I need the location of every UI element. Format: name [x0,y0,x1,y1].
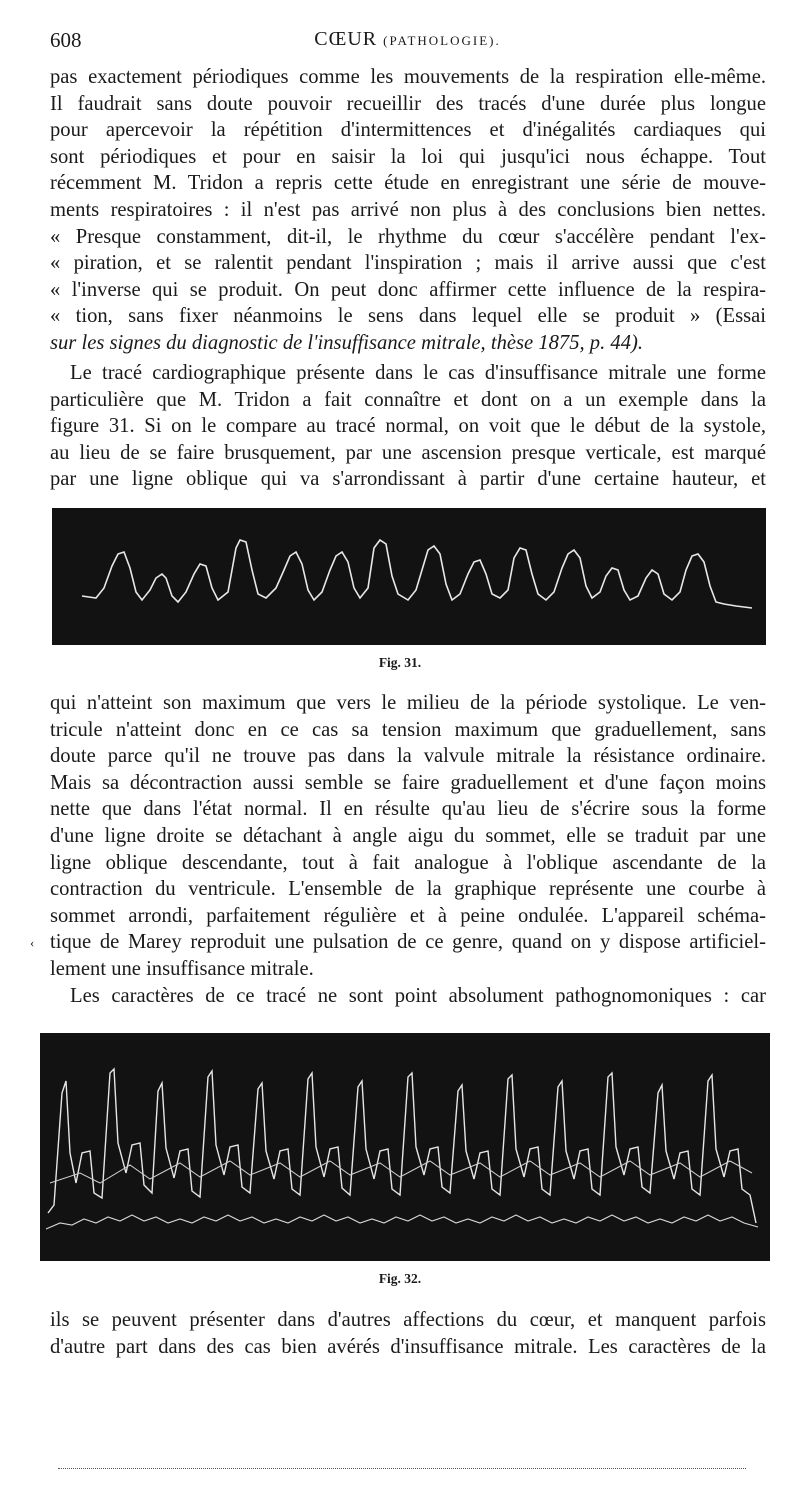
text-line: au lieu de se faire brusquement, par une ascension presque verticale, est marqué [50,441,766,464]
running-title-main: CŒUR [314,28,378,50]
text-line: sommet arrondi, parfaitement régulière et à peine ondulée. L'appareil schéma- [50,904,766,927]
text-line: contraction du ventricule. L'ensemble de la graphique représente une courbe à [50,878,766,901]
running-title-sub: (PATHOLOGIE). [383,33,501,48]
figure-31-cardiograph-trace [52,508,766,645]
text-line: récemment M. Tridon a repris cette étude en enregistrant une série de mouve- [50,172,766,195]
text-line: d'autre part dans des cas bien avérés d'insuffisance mitrale. Les caractères de la [50,1335,766,1358]
figure-32-caption: Fig. 32. [378,1271,422,1286]
text-line: tique de Marey reproduit une pulsation de ce genre, quand on y dispose artificiel- [50,931,766,954]
text-line: pas exactement périodiques comme les mouvements de la respiration elle-même. [50,66,766,88]
figure-32-cardiograph-trace [40,1033,770,1261]
footer-rule [58,1468,746,1469]
text-line: pour apercevoir la répétition d'intermittences et d'inégalités cardiaques qui [50,119,766,142]
text-line: tricule n'atteint donc en ce cas sa tension maximum que graduellement, sans [50,718,766,741]
text-line: « Presque constamment, dit-il, le rhythme du cœur s'accélère pendant l'ex- [50,225,766,248]
text-line-citation: sur les signes du diagnostic de l'insuffisance mitrale, thèse 1875, p. 44). [50,331,643,354]
margin-mark: ‹ [30,935,35,950]
text-line: ments respiratoires : il n'est pas arrivé non plus à des conclusions bien nettes. [50,198,766,221]
text-line: « tion, sans fixer néanmoins le sens dans lequel elle se produit » (Essai [50,305,766,328]
running-title [50,28,765,51]
paragraph-affections [50,1307,766,1360]
page-number: 608 [50,28,82,52]
paragraph-trace-cardiographique [50,360,766,493]
text-line: nette que dans l'état normal. Il en résulte qu'au lieu de s'écrire sous la forme [50,798,766,821]
text-line: Les caractères de ce tracé ne sont point absolument pathognomoniques : car [70,985,766,1007]
text-line: d'une ligne droite se détachant à angle aigu du sommet, elle se traduit par une [50,824,766,847]
text-line: ils se peuvent présenter dans d'autres affections du cœur, et manquent parfois [50,1309,766,1331]
cardiograph-trace-svg [40,1033,770,1261]
paragraph-caracteres [50,983,766,1010]
text-line: qui n'atteint son maximum que vers le milieu de la période systolique. Le ven- [50,692,766,714]
text-line: particulière que M. Tridon a fait connaître et dont on a un exemple dans la [50,388,766,411]
paragraph-maximum-systolique [50,690,766,983]
text-line: Mais sa décontraction aussi semble se faire graduellement et d'une façon moins [50,771,766,794]
text-line: « l'inverse qui se produit. On peut donc affirmer cette influence de la respira- [50,278,766,301]
cardiograph-trace-svg [52,508,766,645]
text-line: « piration, et se ralentit pendant l'inspiration ; mais il arrive aussi que c'est [50,252,766,275]
running-header [50,28,765,58]
paragraph-intermittences [50,64,766,357]
text-line: lement une insuffisance mitrale. [50,957,314,980]
text-line: Il faudrait sans doute pouvoir recueillir des tracés d'une durée plus longue [50,92,766,115]
text-line: par une ligne oblique qui va s'arrondissant à partir d'une certaine hauteur, et [50,468,766,491]
text-line: Le tracé cardiographique présente dans le cas d'insuffisance mitrale une forme [70,362,766,384]
text-line: doute parce qu'il ne trouve pas dans la valvule mitrale la résistance ordinaire. [50,745,766,768]
figure-31-caption: Fig. 31. [378,655,422,670]
text-line: sont périodiques et pour en saisir la loi qui jusqu'ici nous échappe. Tout [50,145,766,168]
text-line: ligne oblique descendante, tout à fait analogue à l'oblique ascendante de la [50,851,766,874]
text-line: figure 31. Si on le compare au tracé normal, on voit que le début de la systole, [50,415,766,438]
